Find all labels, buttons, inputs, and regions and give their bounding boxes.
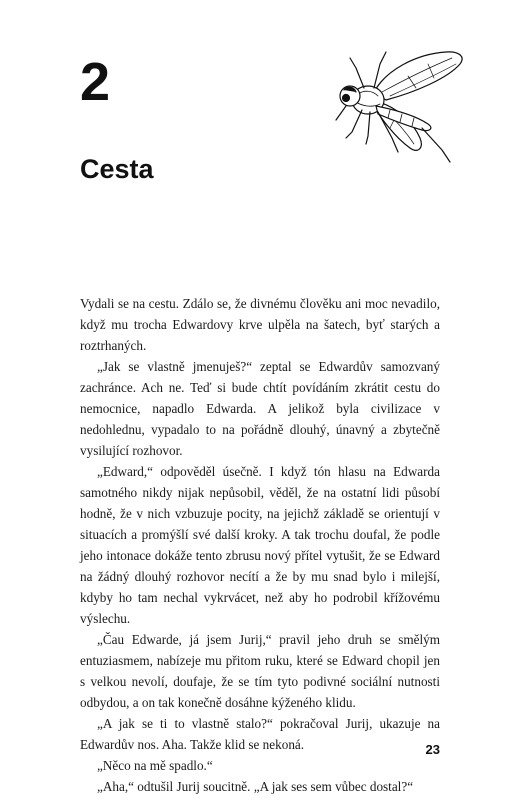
chapter-title: Cesta bbox=[80, 154, 154, 184]
paragraph: „Jak se vlastně jmenuješ?“ zeptal se Edwardův samozvaný zachránce. Ach ne. Teď si bude chtít povídáním zkrátit cestu do nemocnice, napadlo Edwarda. A jelikož byla civilizace v nedohlednu, vypadalo to na pořádně dlouhý, únavný a zbytečně vysilující rozhovor. bbox=[80, 359, 440, 458]
paragraph: „Něco na mě spadlo.“ bbox=[97, 758, 213, 773]
paragraph: Vydali se na cestu. Zdálo se, že divnému člověku ani moc nevadilo, když mu trocha Edwardovy krve ulpěla na šatech, byť starých a roztrhaných. bbox=[80, 296, 440, 353]
fly-icon bbox=[316, 40, 468, 172]
paragraph: „Aha,“ odtušil Jurij soucitně. „A jak ses sem vůbec dostal?“ bbox=[97, 779, 414, 794]
page-number: 23 bbox=[425, 742, 440, 757]
chapter-number: 2 bbox=[80, 52, 111, 112]
paragraph: „Čau Edwarde, já jsem Jurij,“ pravil jeho druh se smělým entuziasmem, nabízeje mu přitom ruku, které se Edward chopil jen s velkou nevolí, doufaje, že se tím tyto podivné sociální nutnosti odbydou, a on tak konečně dosáhne kýženého klidu. bbox=[80, 632, 440, 710]
paragraph: „Edward,“ odpověděl úsečně. I když tón hlasu na Edwarda samotného nikdy nijak nepůsobil, věděl, že na ostatní lidi působí hodně, že v nich vzbuzuje pocity, na jejichž základě se orientují v situacích a promýšlí své další kroky. A tak trochu doufal, že podle jeho intonace dokáže tento zbrusu nový přítel vytušit, že se Edward na žádný dlouhý rozhovor necítí a že by mu snad bylo i milejší, kdyby ho tam nechal vykrvácet, než aby ho podrobil křížovému výslechu. bbox=[80, 464, 440, 626]
paragraph: „A jak se ti to vlastně stalo?“ pokračoval Jurij, ukazuje na Edwardův nos. Aha. Takže klid se nekoná. bbox=[80, 716, 440, 752]
body-text bbox=[80, 293, 440, 797]
